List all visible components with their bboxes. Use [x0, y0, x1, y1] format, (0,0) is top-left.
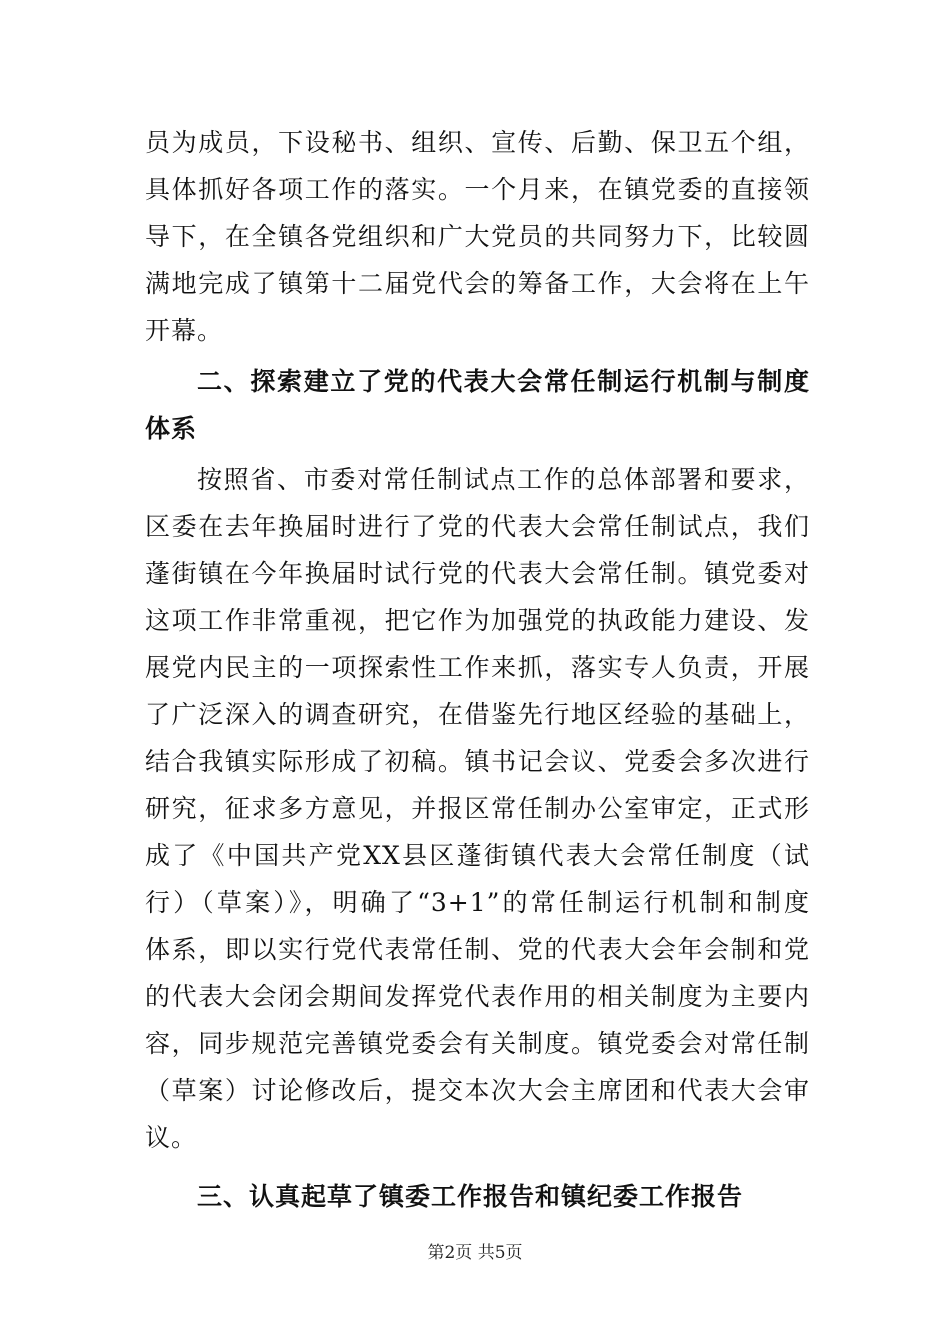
text-line: （草案）讨论修改后，提交本次大会主席团和代表大会审 [145, 1076, 810, 1105]
text-line: 开幕。 [145, 316, 224, 345]
text-line: 蓬街镇在今年换届时试行党的代表大会常任制。镇党委对 [145, 559, 810, 588]
text-line: 容，同步规范完善镇党委会有关制度。镇党委会对常任制 [145, 1029, 810, 1058]
document-body [145, 119, 810, 1220]
text-line: 了广泛深入的调查研究，在借鉴先行地区经验的基础上， [145, 700, 810, 729]
text-line: 成了《中国共产党XX县区蓬街镇代表大会常任制度（试 [145, 841, 810, 870]
text-line: 员为成员，下设秘书、组织、宣传、后勤、保卫五个组， [145, 128, 810, 157]
heading-line: 体系 [145, 414, 198, 443]
text-line: 的代表大会闭会期间发挥党代表作用的相关制度为主要内 [145, 982, 810, 1011]
text-line: 这项工作非常重视，把它作为加强党的执政能力建设、发 [145, 606, 810, 635]
section-heading-2 [145, 358, 810, 452]
heading-line: 三、认真起草了镇委工作报告和镇纪委工作报告 [197, 1182, 744, 1211]
text-line: 议。 [145, 1123, 198, 1152]
text-line: 按照省、市委对常任制试点工作的总体部署和要求， [197, 465, 810, 494]
section-heading-3 [145, 1173, 810, 1220]
heading-line: 二、探索建立了党的代表大会常任制运行机制与制度 [197, 367, 810, 396]
paragraph-1 [145, 119, 810, 354]
text-line: 体系，即以实行党代表常任制、党的代表大会年会制和党 [145, 935, 810, 964]
spacer [145, 1161, 810, 1173]
text-line: 导下，在全镇各党组织和广大党员的共同努力下，比较圆 [145, 222, 810, 251]
paragraph-2 [145, 456, 810, 1161]
text-line: 结合我镇实际形成了初稿。镇书记会议、党委会多次进行 [145, 747, 810, 776]
text-line: 具体抓好各项工作的落实。一个月来，在镇党委的直接领 [145, 175, 810, 204]
text-line: 研究，征求多方意见，并报区常任制办公室审定，正式形 [145, 794, 810, 823]
text-line: 展党内民主的一项探索性工作来抓，落实专人负责，开展 [145, 653, 810, 682]
page-footer: 第2页 共5页 [427, 1243, 523, 1263]
text-line: 区委在去年换届时进行了党的代表大会常任制试点，我们 [145, 512, 810, 541]
text-line: 行）（草案）》，明确了“3+1”的常任制运行机制和制度 [145, 888, 810, 917]
text-line: 满地完成了镇第十二届党代会的筹备工作，大会将在上午 [145, 269, 810, 298]
